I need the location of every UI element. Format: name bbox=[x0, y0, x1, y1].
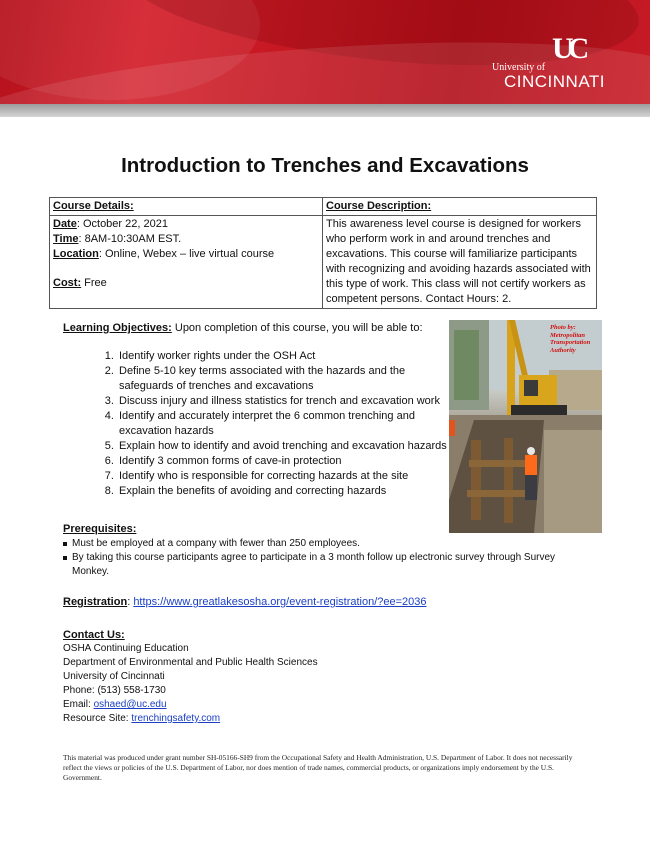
time-value: : 8AM-10:30AM EST. bbox=[78, 233, 182, 245]
objectives-list bbox=[63, 349, 453, 499]
banner-divider bbox=[0, 104, 650, 117]
objective-item: 3. Discuss injury and illness statistics for trench and excavation work bbox=[117, 394, 453, 409]
objective-item: 6. Identify 3 common forms of cave-in protection bbox=[117, 454, 453, 469]
registration-section bbox=[63, 596, 427, 608]
grant-disclaimer: This material was produced under grant number SH-05166-SH9 from the Occupational Safety and Health Administration, U.S. Department of Labor. It does not necessarily reflect the views or policies of the U.S. Department of Labor, nor does mention of trade names, commercial products, or organizations imply endorsement by the U.S. Government. bbox=[63, 753, 573, 782]
prerequisites-title: Prerequisites: bbox=[63, 523, 137, 535]
contact-section bbox=[63, 628, 318, 726]
contact-phone: Phone: (513) 558-1730 bbox=[63, 685, 166, 696]
date-label: Date bbox=[53, 218, 77, 230]
header-banner bbox=[0, 0, 650, 117]
contact-university: University of Cincinnati bbox=[63, 671, 165, 682]
location-row bbox=[53, 247, 319, 262]
resource-link[interactable]: trenchingsafety.com bbox=[131, 713, 221, 724]
uc-logo bbox=[490, 34, 640, 94]
objective-item: 2. Define 5-10 key terms associated with the hazards and the safeguards of trenches and excavations bbox=[117, 364, 453, 394]
course-details-table bbox=[49, 197, 597, 309]
prerequisites-list bbox=[63, 537, 583, 579]
location-value: : Online, Webex – live virtual course bbox=[98, 248, 275, 260]
course-description-header: Course Description: bbox=[323, 198, 597, 216]
contact-department: Department of Environmental and Public Health Sciences bbox=[63, 657, 318, 668]
objectives-heading bbox=[63, 321, 453, 336]
course-details-header: Course Details: bbox=[50, 198, 323, 216]
learning-objectives bbox=[63, 321, 453, 499]
registration-separator: : bbox=[127, 596, 134, 608]
location-label: Location bbox=[53, 248, 99, 260]
time-label: Time bbox=[53, 233, 79, 245]
contact-resource-row bbox=[63, 712, 318, 726]
objective-item: 5. Explain how to identify and avoid trenching and excavation hazards bbox=[117, 439, 453, 454]
contact-org: OSHA Continuing Education bbox=[63, 643, 189, 654]
email-link[interactable]: oshaed@uc.edu bbox=[93, 699, 167, 710]
logo-cincinnati-text: CINCINNATI bbox=[504, 72, 606, 91]
prerequisite-item: Must be employed at a company with fewer than 250 employees. bbox=[63, 537, 583, 551]
logo-university-text: University of bbox=[492, 62, 546, 73]
objective-item: 8. Explain the benefits of avoiding and correcting hazards bbox=[117, 484, 453, 499]
registration-label: Registration bbox=[63, 596, 128, 608]
cost-label: Cost: bbox=[53, 277, 82, 289]
objectives-intro: Upon completion of this course, you will be able to: bbox=[171, 322, 423, 334]
resource-label: Resource Site: bbox=[63, 713, 132, 724]
date-row bbox=[53, 217, 319, 232]
cost-value: Free bbox=[81, 277, 107, 289]
time-row bbox=[53, 232, 319, 247]
photo-caption: Photo by: Metropolitan Transportation Authority bbox=[550, 324, 591, 354]
objective-item: 7. Identify who is responsible for correcting hazards at the site bbox=[117, 469, 453, 484]
uc-logo-mark: UC bbox=[552, 32, 584, 65]
contact-email-row bbox=[63, 698, 318, 712]
course-details-cell bbox=[50, 216, 323, 309]
date-value: : October 22, 2021 bbox=[76, 218, 168, 230]
prerequisite-item: By taking this course participants agree to participate in a 3 month follow up electronic survey through Survey Monkey. bbox=[63, 551, 583, 579]
objective-item: 4. Identify and accurately interpret the 6 common trenching and excavation hazards bbox=[117, 409, 453, 439]
course-description-text: This awareness level course is designed for workers who perform work in and around trenches and excavations. This course will familiarize participants with recognizing and avoiding hazards associated with this type of work. This class will not certify workers as competent persons. Contact Hours: 2. bbox=[323, 216, 597, 309]
trench-photo bbox=[449, 320, 602, 533]
contact-title: Contact Us: bbox=[63, 629, 125, 641]
objectives-label: Learning Objectives: bbox=[63, 322, 172, 334]
prerequisites-section bbox=[63, 522, 583, 579]
objective-item: 1. Identify worker rights under the OSH Act bbox=[117, 349, 453, 364]
cost-row bbox=[53, 276, 319, 291]
page-title: Introduction to Trenches and Excavations bbox=[121, 154, 529, 177]
email-label: Email: bbox=[63, 699, 94, 710]
registration-link[interactable]: https://www.greatlakesosha.org/event-registration/?ee=2036 bbox=[133, 596, 427, 608]
